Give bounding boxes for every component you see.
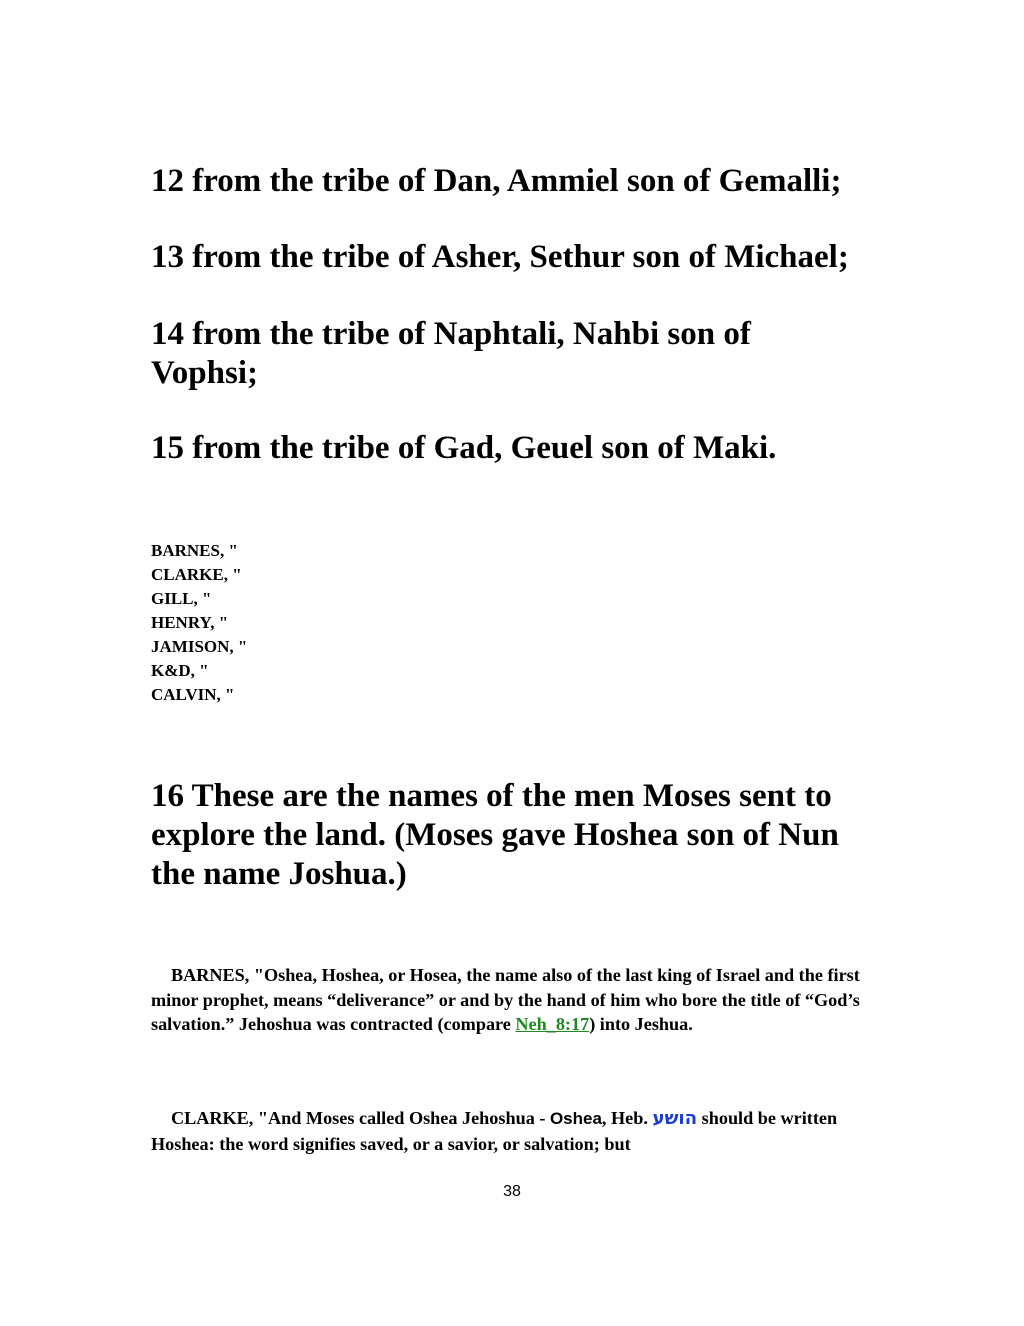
- commentary-ref: GILL, ": [151, 589, 212, 608]
- hebrew-word: הושע: [652, 1108, 698, 1129]
- verse-16: 16 These are the names of the men Moses sent to explore the land. (Moses gave Hoshea son of Nun the name Joshua.): [151, 778, 839, 892]
- commentary-ref: HENRY, ": [151, 613, 229, 632]
- barnes-text-end: ) into Jeshua.: [589, 1014, 693, 1035]
- scripture-link-neh-8-17[interactable]: Neh_8:17: [515, 1014, 590, 1035]
- clarke-commentary: [151, 1106, 881, 1156]
- commentary-ref: JAMISON, ": [151, 637, 248, 656]
- clarke-text-mid: , Heb.: [601, 1108, 653, 1128]
- commentary-ref: K&D, ": [151, 661, 209, 680]
- verse-15: 15 from the tribe of Gad, Geuel son of Maki.: [151, 430, 777, 466]
- verse-14: 14 from the tribe of Naphtali, Nahbi son of Vophsi;: [151, 316, 751, 391]
- commentary-ref: BARNES, ": [151, 541, 238, 560]
- clarke-term: Oshea: [549, 1109, 602, 1128]
- verse-13: 13 from the tribe of Asher, Sethur son of Michael;: [151, 239, 849, 275]
- clarke-text: CLARKE, "And Moses called Oshea Jehoshua -: [171, 1108, 550, 1128]
- commentary-reference-list: [151, 539, 247, 707]
- barnes-commentary: [151, 963, 881, 1037]
- clarke-text-end: should be written Hoshea: the word signifies saved, or a savior, or salvation; but: [151, 1108, 838, 1154]
- commentary-ref: CALVIN, ": [151, 685, 235, 704]
- page-number: 38: [503, 1183, 521, 1200]
- verse-12: 12 from the tribe of Dan, Ammiel son of Gemalli;: [151, 163, 842, 199]
- barnes-text: BARNES, "Oshea, Hoshea, or Hosea, the name also of the last king of Israel and the first minor prophet, means “deliverance” or and by the hand of him who bore the title of “God’s salvation.” Jehoshua was contracted (compare: [151, 965, 860, 1035]
- commentary-ref: CLARKE, ": [151, 565, 242, 584]
